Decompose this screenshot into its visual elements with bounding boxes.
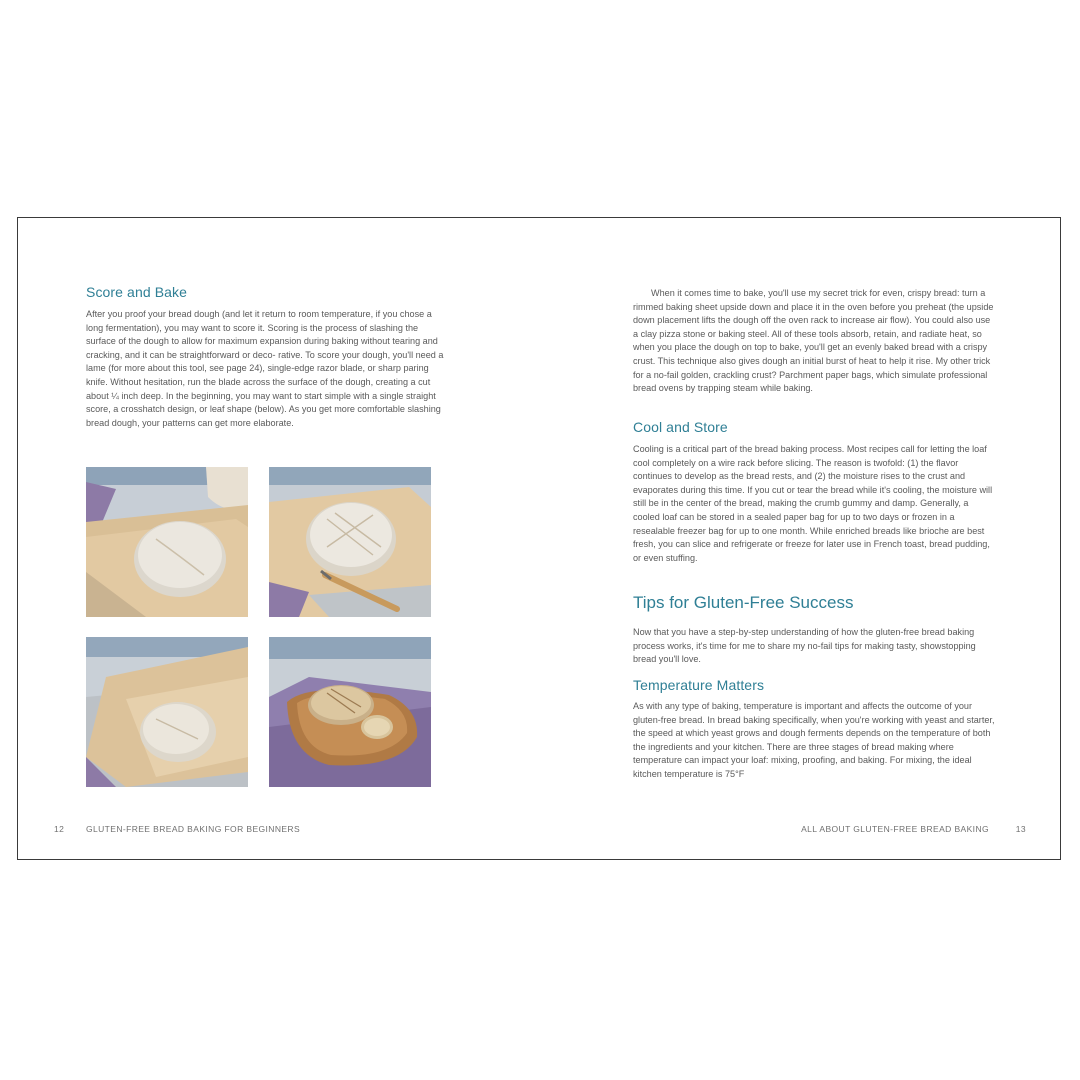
temperature-matters-body: As with any type of baking, temperature is important and affects the outcome of your gluten-free bread. In bread baking specifically, when you're working with yeast and starter, the speed at which yeast grows and dough ferments depends on the temperature of both the ingredients and your kitchen. There are three stages of bread making where temperature can impact your loaf: mixing, proofing, and baking. For mixing, the ideal kitchen temperature is 75°F (633, 701, 995, 779)
right-page-number: 13 (1015, 824, 1026, 834)
score-and-bake-body: After you proof your bread dough (and let it return to room temperature, if you chose a long fermentation), you may want to score it. Scoring is the process of slashing the surface of the dough to allow for maximum expansion during baking without tearing and cracking, and it can be straightforward or deco- rative. To score your dough, you'll need a lame (for more about this tool, see page 24), single-edge razor blade, or sharp paring knife. Without hesitation, run the blade across the surface of the dough, creating a cut about ¼ inch deep. In the beginning, you may want to start simple with a single straight score, a crosshatch design, or leaf shape (below). As you get more comfortable slashing bread dough, your patterns can get more elaborate. (86, 309, 444, 428)
tips-intro-body: Now that you have a step-by-step understanding of how the gluten-free bread baking process works, it's time for me to share my no-fail tips for making tasty, showstopping bread you'll love. (633, 627, 976, 665)
left-page (18, 218, 540, 859)
left-running-footer: GLUTEN-FREE BREAD BAKING FOR BEGINNERS (86, 824, 301, 834)
score-and-bake-heading: Score and Bake (86, 284, 188, 300)
tips-for-gluten-free-success-heading: Tips for Gluten-Free Success (633, 593, 854, 612)
temperature-matters-heading: Temperature Matters (633, 677, 765, 693)
right-page (540, 218, 1062, 859)
book-spread (17, 217, 1061, 860)
baking-intro-paragraph: When it comes time to bake, you'll use my secret trick for even, crispy bread: turn a rimmed baking sheet upside down and place it in the oven before you preheat (the upside down placement lifts the dough off the oven rack to increase air flow). You could also use a clay pizza stone or baking steel. All of these tools absorb, retain, and radiate heat, so when you place the dough on top to bake, you'll get an evenly baked bread with a crispy crust. This technique also gives dough an initial burst of heat to help it rise. My other trick for a no-fail golden, crackling crust? Parchment paper bags, which simulate professional bread ovens by trapping steam while baking. (633, 288, 994, 394)
dough-in-parchment-bag-photo (86, 637, 248, 787)
cool-and-store-heading: Cool and Store (633, 419, 728, 435)
sliced-baked-loaf-photo (269, 637, 431, 787)
right-running-footer: ALL ABOUT GLUTEN-FREE BREAD BAKING (801, 824, 989, 834)
cool-and-store-body: Cooling is a critical part of the bread baking process. Most recipes call for letting the loaf cool completely on a wire rack before slicing. The reason is twofold: (1) the flavor continues to develop as the bread rests, and (2) the moisture rises to the crust and evaporates during this time. If you cut or tear the bread while it's cooling, the moisture will still be in the center of the bread, making the crumb gummy and damp. Generally, a cooled loaf can be stored in a sealed paper bag for up to two days or frozen in a resealable freezer bag for up to one month. While enriched breads like brioche are best fresh, you can slice and refrigerate or freeze for later use in French toast, bread pudding, or even stuffing. (633, 444, 993, 563)
left-page-number: 12 (54, 824, 65, 834)
scored-dough-crosshatch-lame-photo (269, 467, 431, 617)
scored-dough-single-score-photo (86, 467, 248, 617)
